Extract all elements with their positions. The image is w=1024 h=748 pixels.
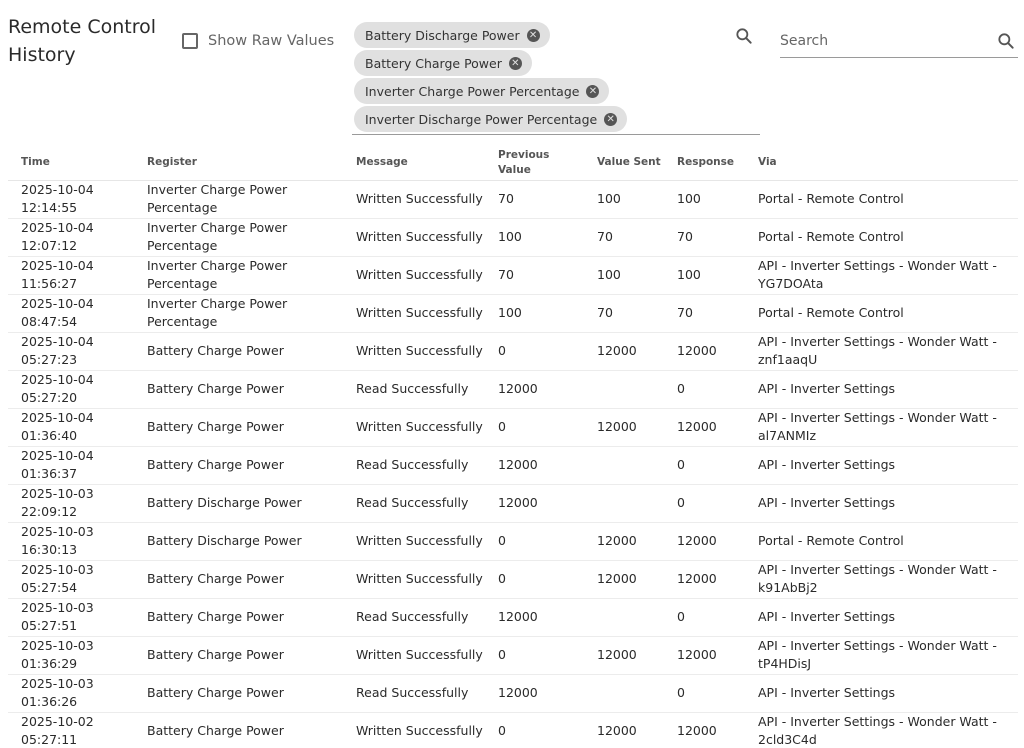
- cell-value-sent: [584, 370, 664, 408]
- cell-time: 2025-10-03 05:27:51: [8, 598, 134, 636]
- cell-via: API - Inverter Settings - Wonder Watt - tP4HDisJ: [745, 636, 1018, 674]
- table-header-row: [8, 146, 1018, 180]
- cell-via: API - Inverter Settings: [745, 598, 1018, 636]
- cell-time: 2025-10-04 12:14:55: [8, 180, 134, 218]
- cell-message: Written Successfully: [343, 712, 485, 748]
- cell-response: 12000: [664, 636, 745, 674]
- cell-previous-value: 12000: [485, 598, 584, 636]
- column-header-value-sent[interactable]: Value Sent: [584, 146, 664, 180]
- cell-value-sent: 12000: [584, 712, 664, 748]
- cell-via: Portal - Remote Control: [745, 522, 1018, 560]
- table-row: [8, 408, 1018, 446]
- filter-chip[interactable]: [354, 78, 609, 104]
- cell-register: Inverter Charge Power Percentage: [134, 180, 343, 218]
- column-header-message[interactable]: Message: [343, 146, 485, 180]
- cell-time: 2025-10-02 05:27:11: [8, 712, 134, 748]
- cell-value-sent: [584, 446, 664, 484]
- table-row: [8, 256, 1018, 294]
- cell-via: Portal - Remote Control: [745, 180, 1018, 218]
- cell-value-sent: 12000: [584, 408, 664, 446]
- cell-message: Written Successfully: [343, 294, 485, 332]
- cell-previous-value: 12000: [485, 484, 584, 522]
- cell-response: 12000: [664, 560, 745, 598]
- cell-message: Written Successfully: [343, 560, 485, 598]
- cell-value-sent: 12000: [584, 332, 664, 370]
- cell-response: 0: [664, 674, 745, 712]
- cell-time: 2025-10-04 08:47:54: [8, 294, 134, 332]
- filter-chip-list: [354, 22, 714, 134]
- cell-time: 2025-10-03 16:30:13: [8, 522, 134, 560]
- cell-via: Portal - Remote Control: [745, 294, 1018, 332]
- filter-chip[interactable]: [354, 50, 532, 76]
- remove-chip-icon[interactable]: ✕: [527, 29, 540, 42]
- cell-response: 0: [664, 446, 745, 484]
- cell-previous-value: 0: [485, 408, 584, 446]
- cell-previous-value: 70: [485, 180, 584, 218]
- cell-via: API - Inverter Settings - Wonder Watt - 2cld3C4d: [745, 712, 1018, 748]
- cell-response: 0: [664, 484, 745, 522]
- cell-value-sent: [584, 598, 664, 636]
- cell-register: Battery Charge Power: [134, 332, 343, 370]
- cell-register: Inverter Charge Power Percentage: [134, 294, 343, 332]
- table-row: [8, 674, 1018, 712]
- register-filter[interactable]: [352, 20, 760, 135]
- cell-message: Written Successfully: [343, 332, 485, 370]
- cell-via: API - Inverter Settings: [745, 484, 1018, 522]
- cell-previous-value: 0: [485, 560, 584, 598]
- cell-register: Battery Charge Power: [134, 370, 343, 408]
- table-row: [8, 484, 1018, 522]
- cell-register: Battery Charge Power: [134, 598, 343, 636]
- cell-value-sent: 100: [584, 180, 664, 218]
- cell-register: Battery Charge Power: [134, 446, 343, 484]
- cell-response: 100: [664, 256, 745, 294]
- table-row: [8, 522, 1018, 560]
- cell-register: Battery Charge Power: [134, 674, 343, 712]
- cell-time: 2025-10-04 05:27:23: [8, 332, 134, 370]
- table-row: [8, 218, 1018, 256]
- table-row: [8, 180, 1018, 218]
- column-header-previous-value[interactable]: Previous Value: [485, 146, 584, 180]
- cell-previous-value: 12000: [485, 446, 584, 484]
- cell-register: Battery Charge Power: [134, 560, 343, 598]
- cell-previous-value: 100: [485, 218, 584, 256]
- cell-via: API - Inverter Settings: [745, 446, 1018, 484]
- cell-message: Written Successfully: [343, 522, 485, 560]
- search-input[interactable]: [780, 28, 990, 54]
- cell-previous-value: 100: [485, 294, 584, 332]
- cell-message: Read Successfully: [343, 674, 485, 712]
- cell-time: 2025-10-04 05:27:20: [8, 370, 134, 408]
- cell-response: 12000: [664, 332, 745, 370]
- table-row: [8, 332, 1018, 370]
- cell-message: Written Successfully: [343, 218, 485, 256]
- cell-register: Inverter Charge Power Percentage: [134, 218, 343, 256]
- filter-chip-label: Inverter Charge Power Percentage: [365, 83, 580, 99]
- column-header-time[interactable]: Time: [8, 146, 134, 180]
- table-row: [8, 712, 1018, 748]
- cell-value-sent: [584, 674, 664, 712]
- table-row: [8, 598, 1018, 636]
- cell-value-sent: 70: [584, 218, 664, 256]
- show-raw-values-checkbox[interactable]: [182, 33, 198, 49]
- cell-response: 70: [664, 218, 745, 256]
- show-raw-values-toggle[interactable]: [182, 33, 334, 49]
- cell-previous-value: 0: [485, 712, 584, 748]
- table-row: [8, 636, 1018, 674]
- cell-register: Battery Discharge Power: [134, 522, 343, 560]
- cell-message: Read Successfully: [343, 598, 485, 636]
- cell-response: 100: [664, 180, 745, 218]
- cell-response: 0: [664, 598, 745, 636]
- cell-register: Battery Discharge Power: [134, 484, 343, 522]
- history-table: [8, 146, 1018, 748]
- cell-via: API - Inverter Settings - Wonder Watt - znf1aaqU: [745, 332, 1018, 370]
- column-header-response[interactable]: Response: [664, 146, 745, 180]
- cell-value-sent: [584, 484, 664, 522]
- cell-via: API - Inverter Settings - Wonder Watt - al7ANMIz: [745, 408, 1018, 446]
- filter-chip[interactable]: [354, 22, 550, 48]
- cell-time: 2025-10-03 05:27:54: [8, 560, 134, 598]
- cell-message: Written Successfully: [343, 256, 485, 294]
- cell-time: 2025-10-03 22:09:12: [8, 484, 134, 522]
- cell-value-sent: 100: [584, 256, 664, 294]
- cell-via: API - Inverter Settings: [745, 370, 1018, 408]
- cell-value-sent: 12000: [584, 636, 664, 674]
- cell-register: Battery Charge Power: [134, 408, 343, 446]
- column-header-via[interactable]: Via: [745, 146, 1018, 180]
- cell-message: Read Successfully: [343, 484, 485, 522]
- cell-response: 12000: [664, 712, 745, 748]
- table-row: [8, 560, 1018, 598]
- cell-time: 2025-10-04 01:36:40: [8, 408, 134, 446]
- cell-time: 2025-10-04 11:56:27: [8, 256, 134, 294]
- column-header-register[interactable]: Register: [134, 146, 343, 180]
- cell-previous-value: 70: [485, 256, 584, 294]
- cell-register: Inverter Charge Power Percentage: [134, 256, 343, 294]
- cell-time: 2025-10-03 01:36:26: [8, 674, 134, 712]
- cell-previous-value: 0: [485, 332, 584, 370]
- cell-message: Read Successfully: [343, 370, 485, 408]
- cell-via: API - Inverter Settings - Wonder Watt - k91AbBj2: [745, 560, 1018, 598]
- filter-chip[interactable]: [354, 106, 627, 132]
- show-raw-values-label: Show Raw Values: [208, 33, 335, 49]
- cell-message: Written Successfully: [343, 636, 485, 674]
- search-box: [780, 26, 1018, 58]
- filter-search-icon[interactable]: [734, 26, 754, 46]
- remove-chip-icon[interactable]: ✕: [604, 113, 617, 126]
- cell-response: 0: [664, 370, 745, 408]
- cell-response: 70: [664, 294, 745, 332]
- table-row: [8, 446, 1018, 484]
- cell-previous-value: 12000: [485, 370, 584, 408]
- table-row: [8, 370, 1018, 408]
- cell-response: 12000: [664, 408, 745, 446]
- cell-via: API - Inverter Settings: [745, 674, 1018, 712]
- cell-value-sent: 12000: [584, 560, 664, 598]
- cell-value-sent: 70: [584, 294, 664, 332]
- cell-previous-value: 0: [485, 636, 584, 674]
- cell-time: 2025-10-04 01:36:37: [8, 446, 134, 484]
- cell-via: API - Inverter Settings - Wonder Watt - YG7DOAta: [745, 256, 1018, 294]
- cell-message: Read Successfully: [343, 446, 485, 484]
- search-icon[interactable]: [996, 31, 1016, 51]
- cell-via: Portal - Remote Control: [745, 218, 1018, 256]
- cell-previous-value: 12000: [485, 674, 584, 712]
- remove-chip-icon[interactable]: ✕: [586, 85, 599, 98]
- remove-chip-icon[interactable]: ✕: [509, 57, 522, 70]
- cell-register: Battery Charge Power: [134, 712, 343, 748]
- filter-chip-label: Battery Charge Power: [365, 55, 502, 71]
- cell-response: 12000: [664, 522, 745, 560]
- cell-previous-value: 0: [485, 522, 584, 560]
- filter-chip-label: Inverter Discharge Power Percentage: [365, 111, 598, 127]
- cell-time: 2025-10-03 01:36:29: [8, 636, 134, 674]
- cell-time: 2025-10-04 12:07:12: [8, 218, 134, 256]
- filter-chip-label: Battery Discharge Power: [365, 27, 520, 43]
- cell-register: Battery Charge Power: [134, 636, 343, 674]
- cell-message: Written Successfully: [343, 408, 485, 446]
- table-row: [8, 294, 1018, 332]
- cell-message: Written Successfully: [343, 180, 485, 218]
- page-title: Remote Control History: [8, 16, 157, 66]
- cell-value-sent: 12000: [584, 522, 664, 560]
